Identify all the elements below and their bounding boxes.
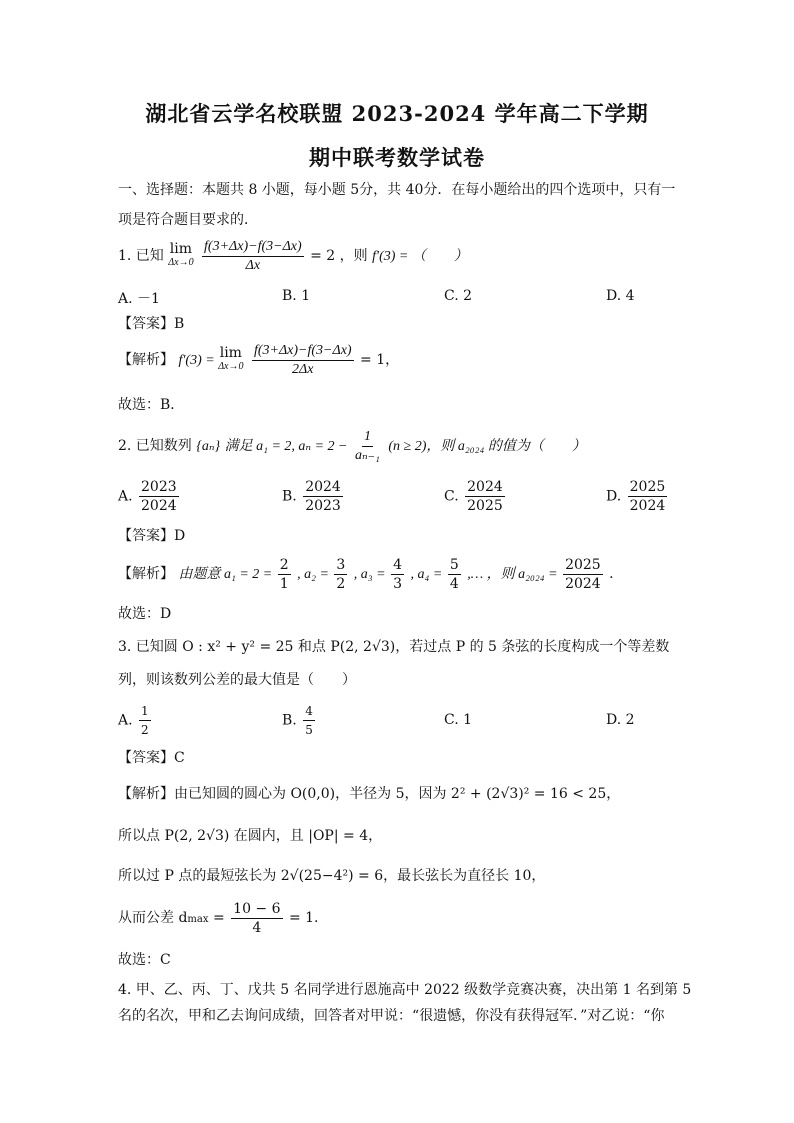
q2-a3: , a₃ = (353, 567, 390, 582)
q1-lim-sub: Δx→0 (168, 257, 194, 268)
q3-a4-sub: max (187, 914, 209, 925)
q1-analysis-fraction (252, 342, 354, 379)
q3-a4-pre: 从而公差 d (118, 910, 188, 926)
q2-fe (563, 556, 603, 593)
q2-frac-b (303, 478, 343, 515)
q1-option-d: D. 4 (606, 288, 635, 304)
q3-a4-eq: = (208, 910, 230, 926)
q3-analysis-4 (118, 898, 319, 940)
q2-f1 (278, 556, 291, 593)
q2-b-den: 2023 (305, 498, 341, 514)
q2-a-den: 2024 (141, 498, 177, 514)
q1-lim-word: lim (169, 241, 193, 257)
q2-option-a (118, 478, 181, 515)
q3-analysis-3: 所以过 P 点的最短弦长为 2√(25−4²) = 6，最长弦长为直径长 10， (118, 868, 546, 884)
q2-frac-c (465, 478, 505, 515)
q1-analysis-tail: = 1， (360, 352, 400, 368)
q2-f2 (334, 556, 347, 593)
q3-option-a (118, 702, 153, 739)
q2-analysis-label: 【解析】 (118, 566, 174, 582)
q2-answer: 【答案】D (118, 528, 186, 544)
q2-fe-num: 2025 (565, 556, 601, 573)
q2-analysis (118, 554, 614, 595)
q3-label-b: B. (282, 712, 297, 729)
q2-label-d: D. (606, 488, 622, 505)
q2-f3-den: 3 (393, 575, 403, 592)
q2-f2-num: 3 (336, 556, 346, 573)
q2-f1-num: 2 (279, 556, 289, 573)
q4-line-1: 4. 甲、乙、丙、丁、戊共 5 名同学进行恩施高中 2022 级数学竞赛决赛，决出第 1 名到第 5 (118, 982, 692, 998)
q3-option-d: D. 2 (606, 712, 635, 728)
q1-prefix: 1. 已知 (118, 248, 164, 264)
q2-frac-num: 1 (362, 428, 373, 447)
q3-analysis-2: 所以点 P(2, 2√3) 在圆内，且 |OP| = 4， (118, 828, 383, 844)
q2-frac-d (628, 478, 668, 515)
q1-analysis-lim-word: lim (219, 345, 242, 361)
q2-f4-den: 4 (449, 575, 459, 592)
q3-conclusion: 故选：C (118, 952, 171, 968)
q1-option-c: C. 2 (444, 288, 473, 304)
q2-option-b (282, 478, 345, 515)
q3-option-b (282, 702, 317, 739)
q1-analysis-pre: f′(3) = (178, 353, 219, 368)
q3-a4-num: 10 − 6 (233, 900, 281, 917)
q3-answer: 【答案】C (118, 750, 185, 766)
q1-option-b: B. 1 (282, 288, 311, 304)
q2-fraction (353, 428, 382, 465)
q3-a4-tail: = 1. (288, 910, 319, 926)
q2-a-num: 2023 (141, 479, 177, 495)
q2-a4: , a₄ = (410, 567, 446, 582)
q1-analysis (118, 340, 399, 381)
q1-frac-den: Δx (245, 257, 261, 273)
section-instructions-1: 一、选择题：本题共 8 小题，每小题 5分，共 40分．在每小题给出的四个选项中，只有一 (118, 182, 676, 198)
q2-tail: (n ≥ 2)，则 a₂₀₂₄ 的值为（ ） (388, 439, 586, 454)
q2-prefix: 2. 已知数列 (118, 438, 192, 454)
q2-label-c: C. (444, 488, 459, 505)
q2-f1-den: 1 (279, 575, 289, 592)
q3-b-num: 4 (303, 702, 315, 721)
section-instructions-2: 项是符合题目要求的． (118, 212, 258, 228)
q2-frac-den: aₙ₋₁ (354, 447, 380, 463)
q3-a4-frac (231, 900, 282, 937)
q2-label-a: A. (118, 488, 133, 505)
q3-frac-b (303, 702, 315, 739)
q1-option-a: A. －1 (118, 291, 160, 307)
q2-a2: , a₂ = (297, 567, 333, 582)
q2-dot: . (609, 566, 614, 582)
q2-b-num: 2024 (305, 479, 341, 495)
q1-conclusion: 故选：B． (118, 397, 185, 413)
q3-label-a: A. (118, 712, 133, 729)
q2-f3 (391, 556, 404, 593)
q2-option-d (606, 478, 669, 515)
q4-line-2: 名的名次，甲和乙去询问成绩，回答者对甲说：“很遗憾，你没有获得冠军．”对乙说：“你 (118, 1008, 665, 1024)
q2-ell: ,… ，则 a₂₀₂₄ = (467, 567, 562, 582)
q3-b-den: 5 (305, 723, 313, 737)
q3-line-2: 列，则该数列公差的最大值是（ ） (118, 672, 356, 688)
q2-label-b: B. (282, 488, 297, 505)
q3-a4-den: 4 (252, 919, 262, 936)
question-1 (118, 236, 468, 277)
q1-analysis-num: f(3+Δx)−f(3−Δx) (252, 342, 354, 361)
q2-fe-den: 2024 (565, 575, 601, 592)
q3-option-c: C. 1 (444, 712, 473, 728)
q3-a-den: 2 (141, 723, 149, 737)
q3-a-num: 1 (139, 702, 151, 721)
question-2 (118, 426, 586, 467)
q2-seq: {aₙ} (196, 439, 221, 454)
q2-c-num: 2024 (467, 479, 503, 495)
q2-option-c (444, 478, 507, 515)
q2-conclusion: 故选：D (118, 606, 172, 622)
q2-d-num: 2025 (629, 479, 666, 495)
q3-line-1: 3. 已知圆 O : x² + y² = 25 和点 P(2, 2√3)，若过点 P 的 5 条弦的长度构成一个等差数 (118, 639, 670, 655)
q2-f3-num: 4 (393, 556, 403, 573)
q2-f2-den: 2 (336, 575, 346, 592)
q3-analysis-1: 【解析】由已知圆的圆心为 O(0,0)，半径为 5，因为 2² + (2√3)² = 16 < 25， (118, 786, 621, 802)
q2-d-den: 2024 (629, 498, 666, 514)
q1-analysis-label: 【解析】 (118, 352, 174, 368)
q2-f4-num: 5 (449, 556, 459, 573)
title-line-2: 期中联考数学试卷 (309, 145, 485, 170)
q1-frac-num: f(3+Δx)−f(3−Δx) (202, 238, 304, 257)
q2-frac-a (139, 478, 179, 515)
q3-frac-a (139, 702, 151, 739)
q1-fraction (202, 238, 304, 275)
q2-analysis-text: 由题意 a₁ = 2 = (178, 567, 276, 582)
q1-eq: = 2 ，则 (310, 248, 373, 264)
q2-mid: 满足 a₁ = 2, aₙ = 2 − (224, 439, 351, 454)
title-line-1: 湖北省云学名校联盟 2023-2024 学年高二下学期 (145, 101, 649, 126)
q1-analysis-den: 2Δx (292, 361, 314, 377)
q1-tail: f′(3) = （ ） (372, 249, 468, 264)
q2-c-den: 2025 (467, 498, 503, 514)
q1-answer: 【答案】B (118, 316, 185, 332)
q1-analysis-limit (218, 346, 243, 374)
q1-limit (168, 242, 193, 270)
q1-analysis-lim-sub: Δx→0 (218, 361, 244, 372)
q2-f4 (448, 556, 461, 593)
